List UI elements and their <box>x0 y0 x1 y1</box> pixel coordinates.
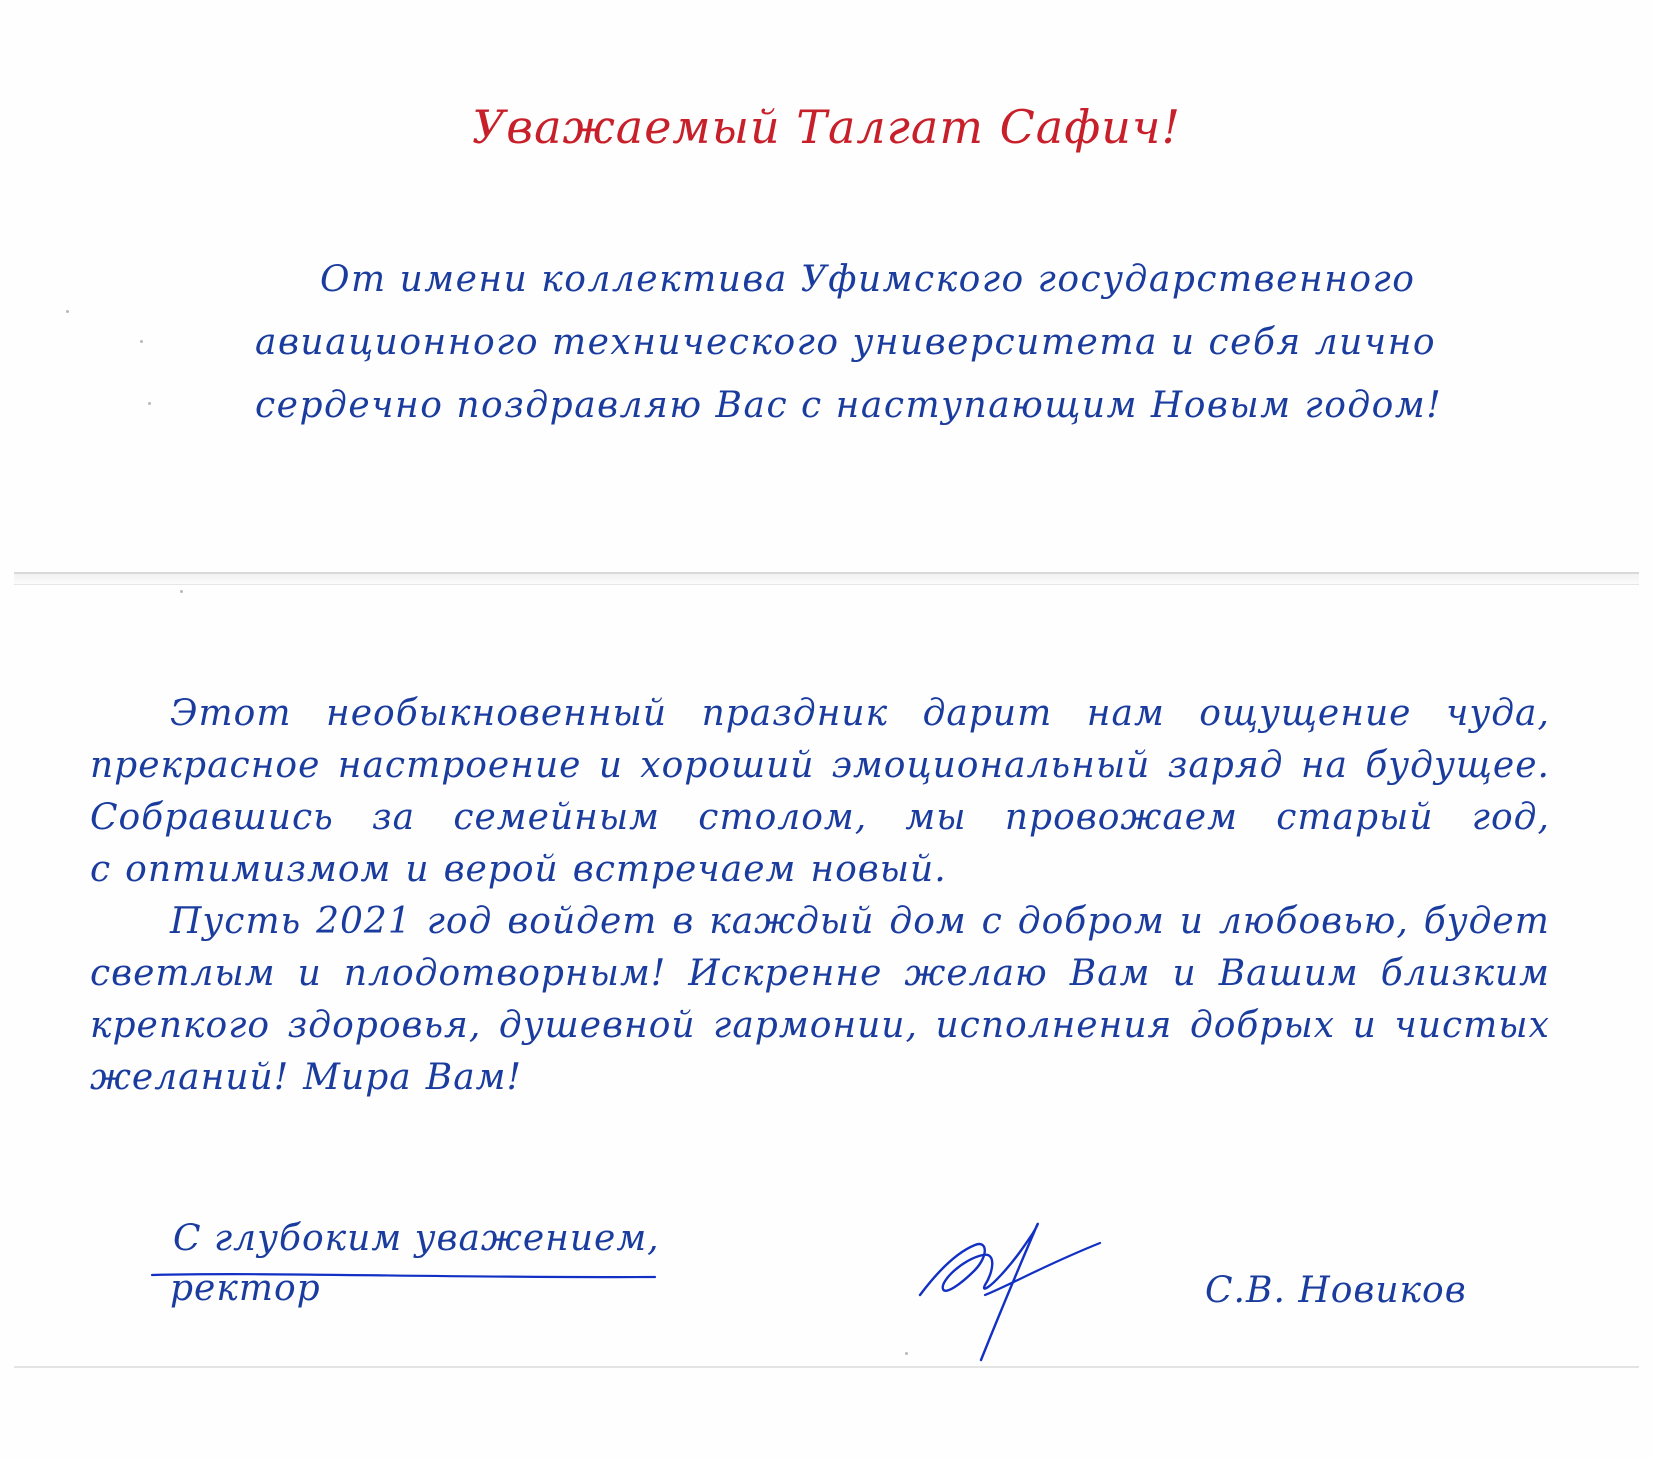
body-word: будущее. <box>1365 745 1550 786</box>
body-word: встречаем <box>572 849 797 890</box>
body-word: старый <box>1276 797 1434 838</box>
body-word: на <box>1300 745 1348 786</box>
intro-line: сердечно поздравляю Вас с наступающим Новым годом! <box>255 385 1443 426</box>
body-word: провожаем <box>1004 797 1238 838</box>
body-word: хороший <box>640 745 815 786</box>
body-word: нам <box>1086 693 1165 734</box>
position-title: ректор <box>170 1268 321 1309</box>
body-word: любовью, <box>1218 901 1409 942</box>
body-word: Собравшись <box>90 797 334 838</box>
body-word: столом, <box>698 797 868 838</box>
body-word: дарит <box>922 693 1053 734</box>
body-word: в <box>672 901 695 942</box>
body-word: с <box>90 849 112 890</box>
body-line <box>90 948 1550 1000</box>
body-word: Этот <box>170 693 292 734</box>
body-word: гармонии, <box>713 1005 918 1046</box>
body-word: Вам <box>1069 953 1151 994</box>
body-word: будет <box>1423 901 1550 942</box>
body-word: исполнения <box>935 1005 1173 1046</box>
body-line <box>90 792 1550 844</box>
scan-speck <box>140 340 143 343</box>
body-word: близким <box>1380 953 1550 994</box>
body-word: чуда, <box>1445 693 1550 734</box>
signature-tail-stroke <box>985 1243 1100 1295</box>
body-word: семейным <box>453 797 661 838</box>
body-word: за <box>371 797 416 838</box>
body-word: прекрасное <box>90 745 321 786</box>
body-word: Пусть <box>170 901 302 942</box>
body-word: добром <box>1017 901 1165 942</box>
scan-speck <box>180 590 183 593</box>
body-word: каждый <box>709 901 875 942</box>
body-word: ощущение <box>1199 693 1412 734</box>
body-word: и <box>297 953 322 994</box>
body-word: Мира <box>303 1057 412 1098</box>
body-line <box>90 1052 1550 1104</box>
body-word: войдет <box>507 901 658 942</box>
body-word: оптимизмом <box>125 849 392 890</box>
body-word: эмоциональный <box>831 745 1151 786</box>
intro-line: авиационного технического университета и себя лично <box>255 322 1437 363</box>
body-word: 2021 <box>316 901 412 942</box>
body-word: светлым <box>90 953 276 994</box>
body-word: желаю <box>904 953 1048 994</box>
salutation-heading: Уважаемый Талгат Сафич! <box>472 100 1181 154</box>
body-word: и <box>598 745 623 786</box>
body-word: и <box>405 849 430 890</box>
body-word: мы <box>905 797 967 838</box>
body-word: крепкого <box>90 1005 271 1046</box>
body-paragraphs <box>90 688 1550 1104</box>
body-word: заряд <box>1167 745 1284 786</box>
body-word: желаний! <box>90 1057 290 1098</box>
bottom-edge-line <box>14 1366 1639 1368</box>
signer-name: С.В. Новиков <box>1205 1270 1467 1311</box>
scan-speck <box>66 310 69 313</box>
body-word: год, <box>1471 797 1550 838</box>
body-line <box>90 896 1550 948</box>
signature-stroke <box>920 1224 1038 1360</box>
body-line <box>90 740 1550 792</box>
scan-speck <box>148 402 151 405</box>
body-word: Вашим <box>1218 953 1359 994</box>
body-word: необыкновенный <box>326 693 668 734</box>
body-word: Вам! <box>425 1057 522 1098</box>
intro-line: От имени коллектива Уфимского государственного <box>320 259 1416 300</box>
body-word: чистых <box>1394 1005 1550 1046</box>
intro-paragraph <box>255 248 1443 437</box>
body-line <box>90 688 1550 740</box>
body-word: праздник <box>701 693 889 734</box>
body-word: дом <box>889 901 967 942</box>
body-word: с <box>981 901 1003 942</box>
body-word: новый. <box>810 849 947 890</box>
body-word: душевной <box>498 1005 696 1046</box>
scan-speck <box>905 1352 908 1355</box>
body-word: год <box>426 901 493 942</box>
body-word: здоровья, <box>287 1005 482 1046</box>
body-word: и <box>1172 953 1197 994</box>
body-word: и <box>1179 901 1204 942</box>
body-word: Искренне <box>688 953 883 994</box>
fold-line <box>14 572 1639 585</box>
body-line <box>90 844 1550 896</box>
body-word: настроение <box>337 745 582 786</box>
handwritten-signature <box>915 1215 1105 1365</box>
body-word: плодотворным! <box>343 953 667 994</box>
body-word: и <box>1352 1005 1377 1046</box>
closing-phrase: С глубоким уважением, <box>173 1218 660 1259</box>
body-word: добрых <box>1189 1005 1336 1046</box>
body-word: верой <box>443 849 559 890</box>
body-line <box>90 1000 1550 1052</box>
